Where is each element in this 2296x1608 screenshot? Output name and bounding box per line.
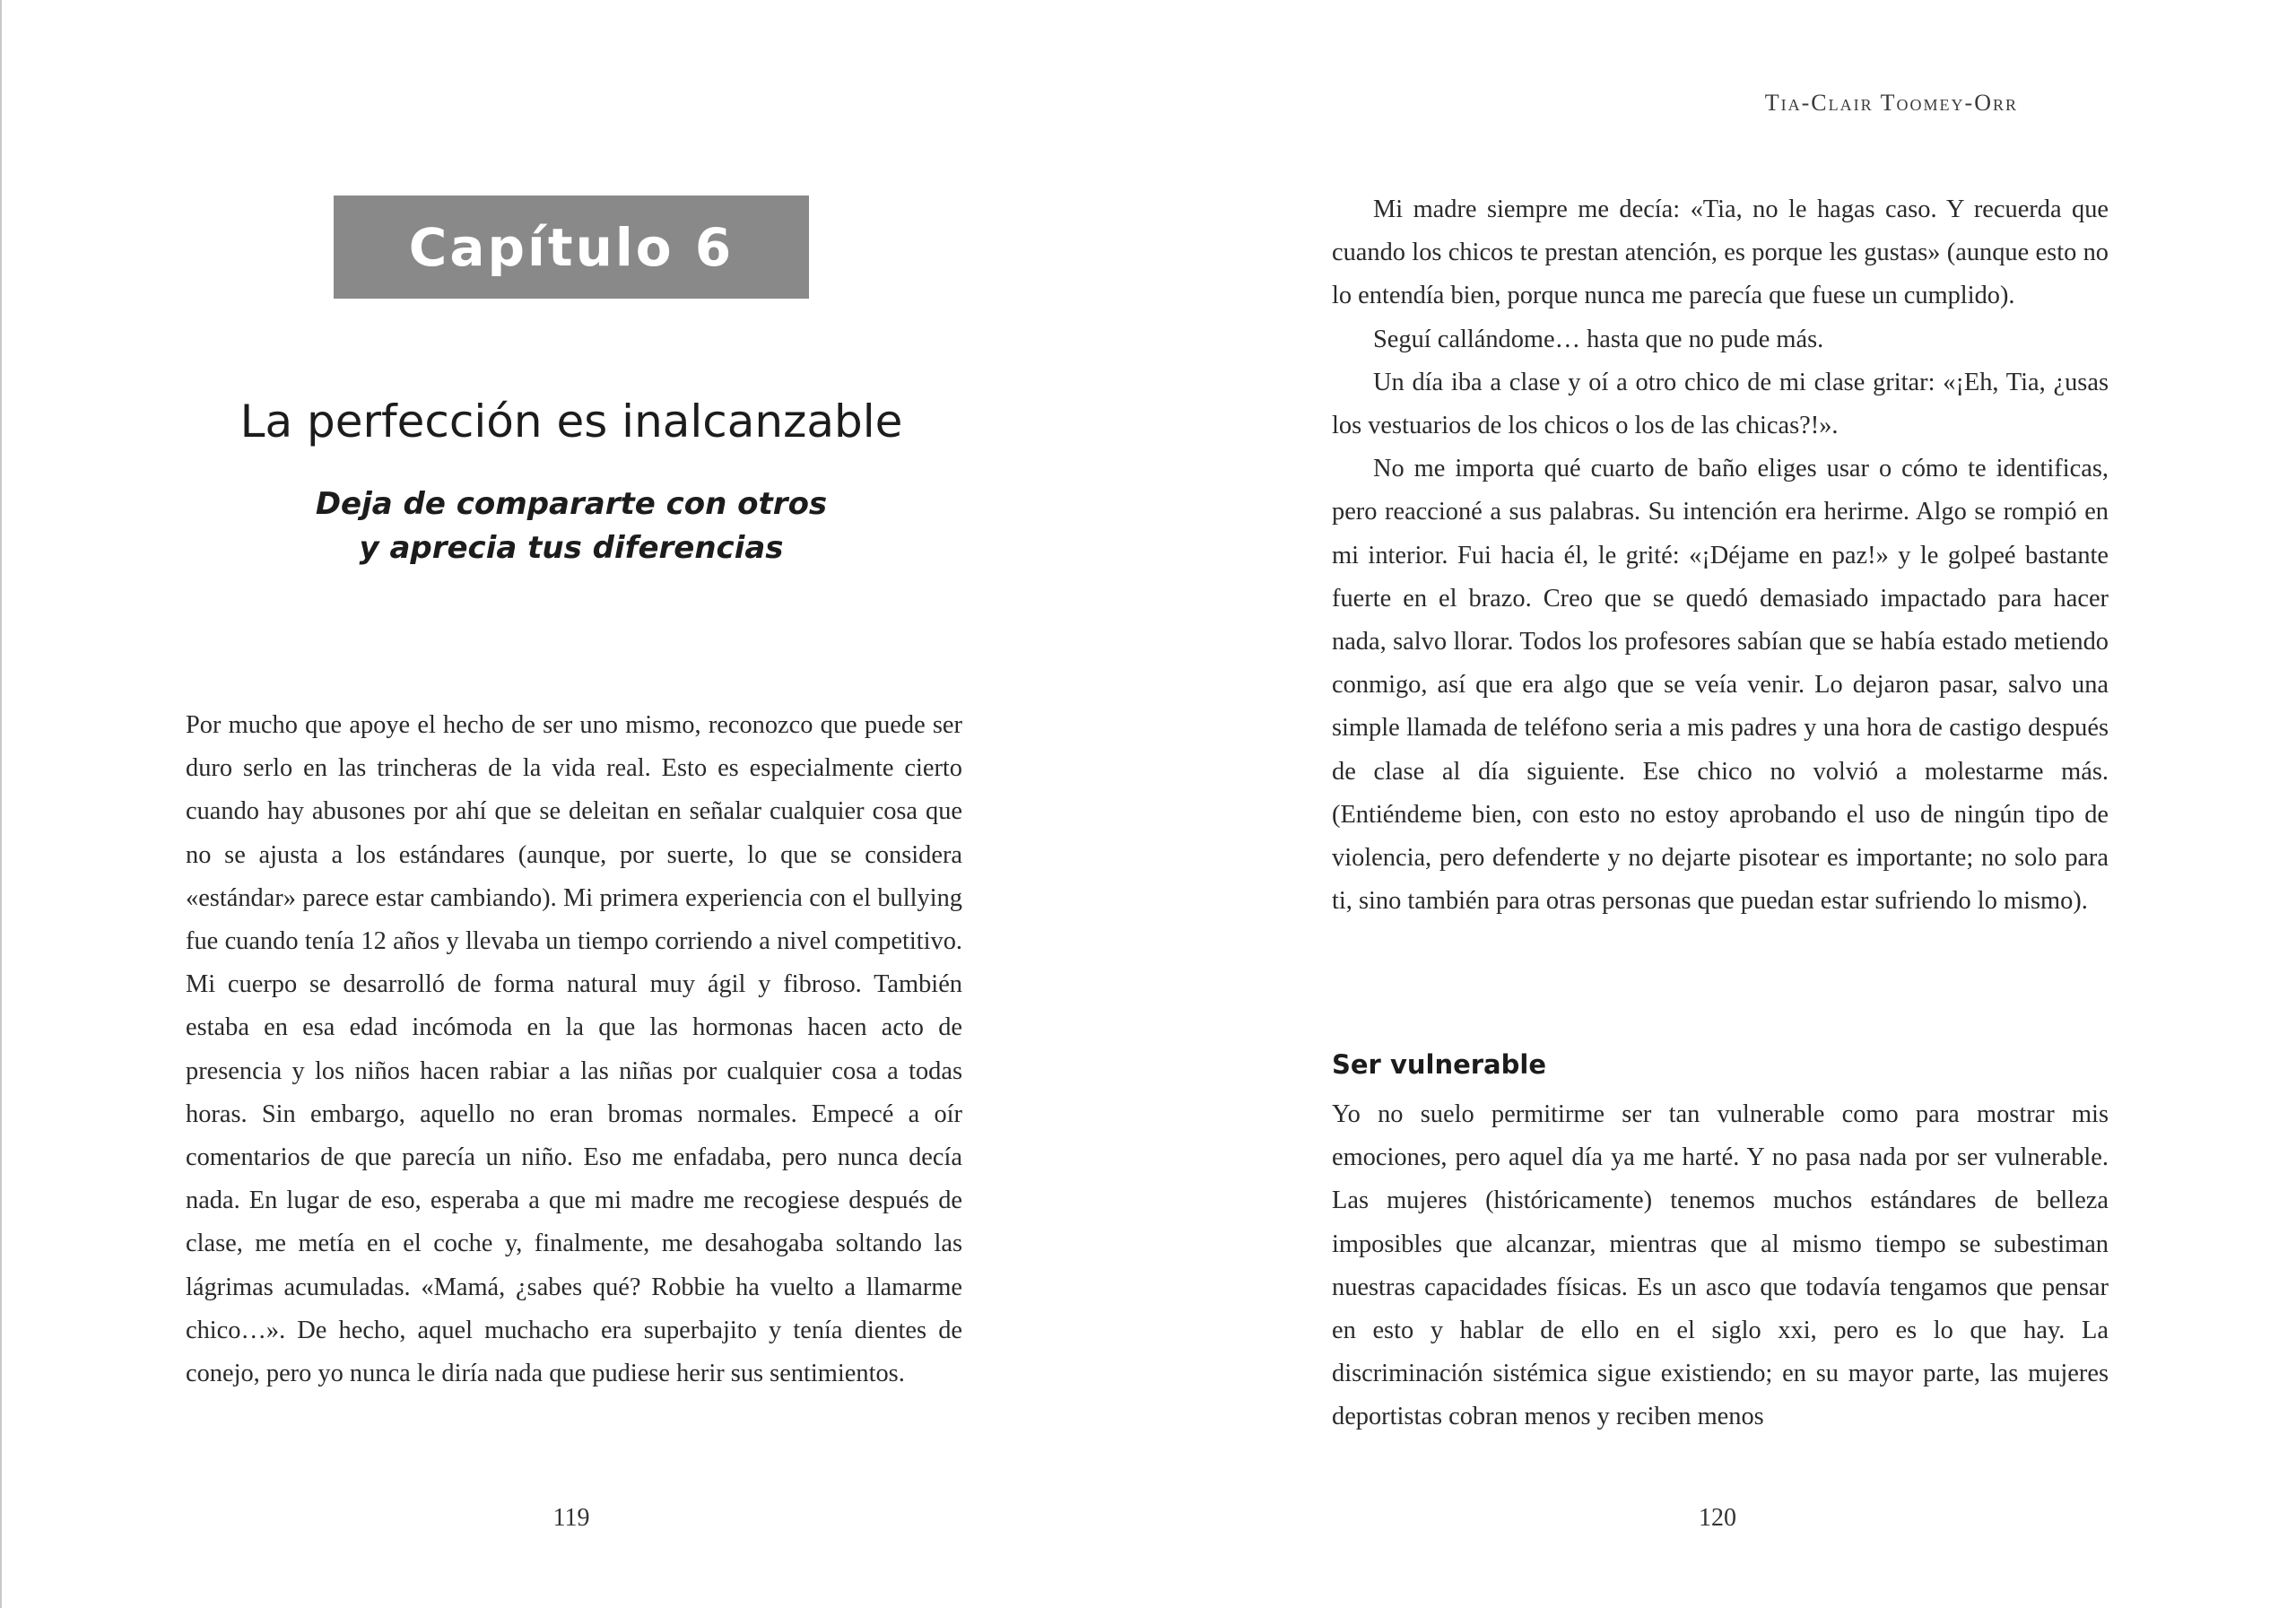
page-number: 119 (552, 1504, 590, 1532)
body-paragraph: Por mucho que apoye el hecho de ser uno mismo, reconozco que puede ser duro serlo en las trincheras de la vida real. Esto es especialmente cierto cuando hay abusones por ahí que se deleitan en señalar cualquier cosa que no se ajusta a los estándares (aunque, por suerte, lo que se considera «estándar» parece estar cambiando). Mi primera experiencia con el bullying fue cuando tenía 12 años y llevaba un tiempo corriendo a nivel competitivo. Mi cuerpo se desarrolló de forma natural muy ágil y fibroso. También estaba en esa edad incómoda en la que las hormonas hacen acto de presencia y los niños hacen rabiar a las niñas por cualquier cosa a todas horas. Sin embargo, aquello no eran bromas normales. Empecé a oír comentarios de que parecía un niño. Eso me enfadaba, pero nunca decía nada. En lugar de eso, esperaba a que mi madre me recogiese después de clase, me metía en el coche y, finalmente, me desahogaba soltando las lágrimas acumuladas. «Mamá, ¿sabes qué? Robbie ha vuelto a llamarme chico…». De hecho, aquel muchacho era superbajito y tenía dientes de conejo, pero yo nunca le diría nada que pudiese herir sus sentimientos. (186, 711, 962, 1388)
running-head: Tia-Clair Toomey-Orr (1764, 90, 2018, 116)
body-paragraph: Seguí callándome… hasta que no pude más. (1373, 325, 1824, 353)
page-number: 120 (1699, 1504, 1736, 1532)
chapter-subtitle: Deja de compararte con otros y aprecia tus diferencias (315, 486, 828, 566)
chapter-title: La perfección es inalcanzable (239, 395, 903, 448)
chapter-banner (334, 196, 809, 299)
chapter-label: Capítulo 6 (408, 216, 735, 278)
section-heading: Ser vulnerable (1332, 1049, 1546, 1080)
right-body-text (1332, 188, 2109, 923)
body-paragraph: Yo no suelo permitirme ser tan vulnerable como para mostrar mis emociones, pero aquel día ya me harté. Y no pasa nada por ser vulnerable. Las mujeres (históricamente) tenemos muchos estándares de belleza imposibles que alcanzar, mientras que al mismo tiempo se subestiman nuestras capacidades físicas. Es un asco que todavía tengamos que pensar en esto y hablar de ello en el siglo xxi, pero es lo que hay. La discriminación sistémica sigue existiendo; en su mayor parte, las mujeres deportistas cobran menos y reciben menos (1332, 1100, 2109, 1431)
body-paragraph: Un día iba a clase y oí a otro chico de mi clase gritar: «¡Eh, Tia, ¿usas los vestuarios de los chicos o los de las chicas?!». (1332, 368, 2109, 440)
body-paragraph: Mi madre siempre me decía: «Tia, no le hagas caso. Y recuerda que cuando los chicos te prestan atención, es porque les gustas» (aunque esto no lo entendía bien, porque nunca me parecía que fuese un cumplido). (1332, 196, 2109, 310)
body-paragraph: No me importa qué cuarto de baño eliges usar o cómo te identificas, pero reaccioné a sus palabras. Su intención era herirme. Algo se rompió en mi interior. Fui hacia él, le grité: «¡Déjame en paz!» y le golpeé bastante fuerte en el brazo. Creo que se quedó demasiado impactado para hacer nada, salvo llorar. Todos los profesores sabían que se había estado metiendo conmigo, así que era algo que se veía venir. Lo dejaron pasar, salvo una simple llamada de teléfono seria a mis padres y una hora de castigo después de clase al día siguiente. Ese chico no volvió a molestarme más. (Entiéndeme bien, con esto no estoy aprobando el uso de ningún tipo de violencia, pero defenderte y no dejarte pisotear es importante; no solo para ti, sino también para otras personas que puedan estar sufriendo lo mismo). (1332, 455, 2109, 916)
